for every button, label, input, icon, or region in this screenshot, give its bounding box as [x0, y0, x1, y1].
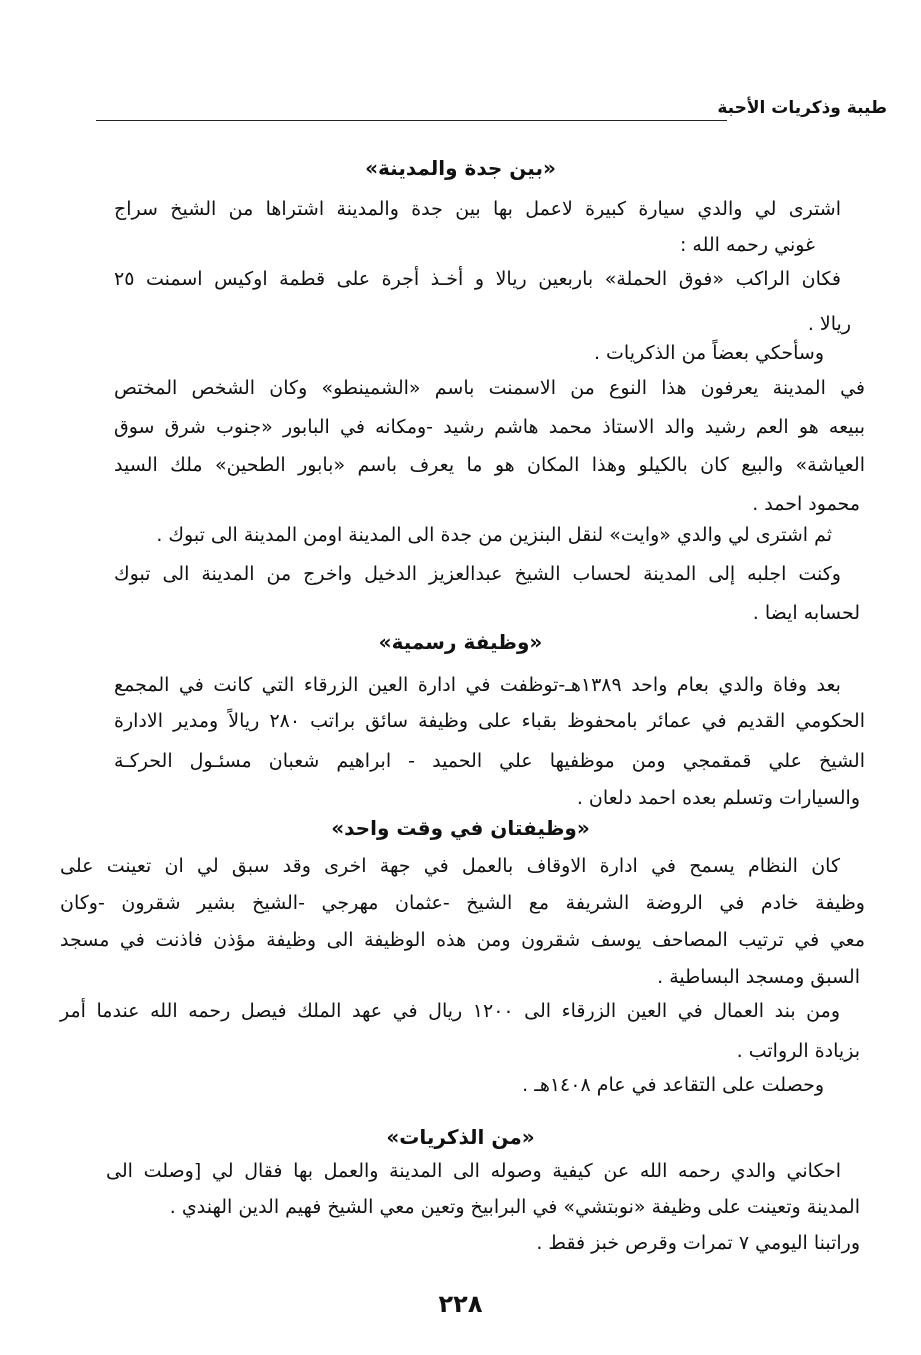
- text-line: وحصلت على التقاعد في عام ١٤٠٨هـ .: [522, 1074, 824, 1096]
- section-heading: «من الذكريات»: [386, 1125, 535, 1149]
- text-line: المدينة وتعينت على وظيفة «نوبتشي» في البرابيخ وتعين معي الشيخ فهيم الدين الهندي .: [169, 1196, 860, 1218]
- section-heading: «وظيفتان في وقت واحد»: [331, 816, 590, 840]
- running-header: طيبة وذكريات الأحبة: [717, 98, 887, 118]
- section-heading: «بين جدة والمدينة»: [365, 156, 556, 180]
- text-line: احكاني والدي رحمه الله عن كيفية وصوله الى المدينة والعمل بها فقال لي [وصلت الى: [106, 1160, 841, 1182]
- text-line: كان النظام يسمح في ادارة الاوقاف بالعمل في جهة اخرى وقد سبق لي ان تعينت على: [60, 855, 840, 877]
- text-line: ببيعه هو العم رشيد والد الاستاذ محمد هاشم رشيد -ومكانه في البابور «جنوب شرق سوق: [114, 416, 865, 438]
- text-line: اشترى لي والدي سيارة كبيرة لاعمل بها بين جدة والمدينة اشتراها من الشيخ سراج: [114, 198, 841, 220]
- section-heading: «وظيفة رسمية»: [378, 630, 543, 654]
- text-line: ثم اشترى لي والدي «وايت» لنقل البنزين من جدة الى المدينة اومن المدينة الى تبوك .: [156, 524, 832, 546]
- text-line: وظيفة خادم في الروضة الشريفة مع الشيخ -عثمان مهرجي -الشيخ بشير شقرون -وكان: [60, 892, 865, 914]
- text-line: الشيخ علي قمقمجي ومن موظفيها علي الحميد - ابراهيم شعبان مسئـول الحركـة: [114, 750, 865, 772]
- text-line: معي في ترتيب المصاحف يوسف شقرون ومن هذه الوظيفة الى وظيفة مؤذن فاذنت في مسجد: [60, 929, 865, 951]
- text-line: السبق ومسجد البساطية .: [657, 966, 860, 988]
- text-line: فكان الراكب «فوق الحملة» باربعين ريالا و أخـذ أجرة على قطمة اوكيس اسمنت ٢٥: [114, 268, 841, 290]
- text-line: لحسابه ايضا .: [752, 602, 860, 624]
- text-line: غوني رحمه الله :: [679, 234, 815, 256]
- page-number: ٢٢٨: [438, 1290, 483, 1318]
- text-line: والسيارات وتسلم بعده احمد دلعان .: [576, 787, 860, 809]
- text-line: ومن بند العمال في العين الزرقاء الى ١٢٠٠ ريال في عهد الملك فيصل رحمه الله عندما أمر: [60, 1000, 840, 1022]
- text-line: العياشة» والبيع كان بالكيلو وهذا المكان هو ما يعرف باسم «بابور الطحين» ملك السيد: [114, 454, 865, 476]
- text-line: في المدينة يعرفون هذا النوع من الاسمنت باسم «الشمينطو» وكان الشخص المختص: [114, 377, 865, 399]
- text-line: ريالا .: [807, 313, 851, 335]
- text-line: وراتبنا اليومي ٧ تمرات وقرص خبز فقط .: [536, 1232, 860, 1254]
- text-line: بعد وفاة والدي بعام واحد ١٣٨٩هـ-توظفت في ادارة العين الزرقاء التي كانت في المجمع: [114, 674, 841, 696]
- text-line: محمود احمد .: [752, 493, 860, 515]
- text-line: بزيادة الرواتب .: [736, 1040, 860, 1062]
- header-rule: [96, 120, 727, 121]
- text-line: وكنت اجلبه إلى المدينة لحساب الشيخ عبدالعزيز الدخيل واخرج من المدينة الى تبوك: [114, 563, 841, 585]
- text-line: الحكومي القديم في عمائر بامحفوظ بقباء على وظيفة سائق براتب ٢٨٠ ريالاً ومدير الادارة: [114, 710, 865, 732]
- text-line: وسأحكي بعضاً من الذكريات .: [593, 342, 824, 364]
